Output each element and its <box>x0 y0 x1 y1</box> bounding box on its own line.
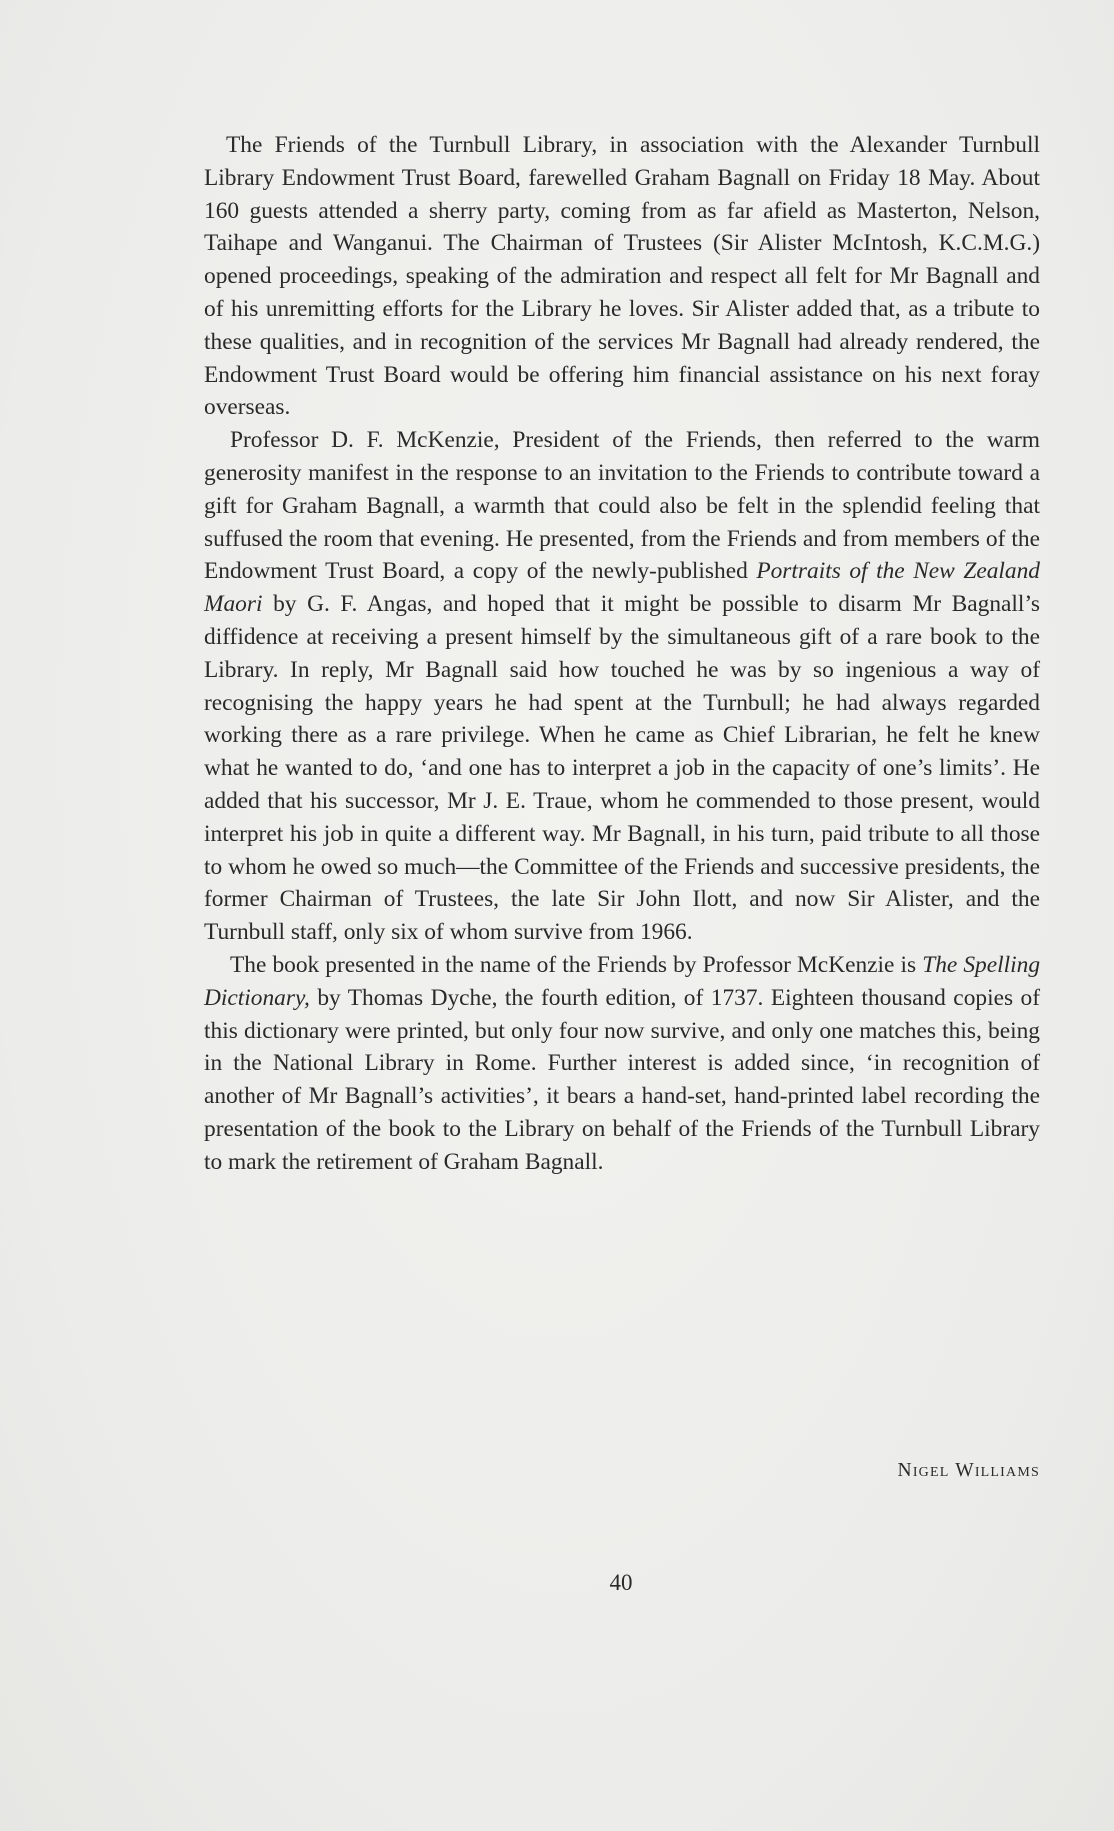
book-title: Portraits of the New Zealand Maori <box>204 558 1040 618</box>
text-run: by Thomas Dyche, the fourth edition, of 1737. Eighteen thousand copies of this dictionary were printed, but only four now survive, and only one matches this, being in the National Library in Rome. Further interest is added since, ‘in recognition of another of Mr Bagnall’s activities’, it bears a hand-set, hand-printed label recording the presentation of the book to the Library on behalf of the Friends of the Turnbull Library to mark the retirement of Graham Bagnall. <box>204 984 1040 1175</box>
article-body <box>204 129 1040 1179</box>
book-title: The Spelling Dictionary, <box>204 951 1041 1011</box>
paragraph <box>204 129 1040 424</box>
page-number: 40 <box>609 1570 633 1595</box>
text-run: by G. F. Angas, and hoped that it might be possible to disarm Mr Bagnall’s diffidence at receiving a present himself by the simultaneous gift of a rare book to the Library. In reply, Mr Bagnall said how touched he was by so ingenious a way of recognising the happy years he had spent at the Turnbull; he had always regarded working there as a rare privilege. When he came as Chief Librarian, he felt he knew what he wanted to do, ‘and one has to interpret a job in the capacity of one’s limits’. He added that his successor, Mr J. E. Traue, whom he commended to those present, would interpret his job in quite a different way. Mr Bagnall, in his turn, paid tribute to all those to whom he owed so much—the Committee of the Friends and successive presidents, the former Chairman of Trustees, the late Sir John Ilott, and now Sir Alister, and the Turnbull staff, only six of whom survive from 1966. <box>204 591 1040 946</box>
paragraph <box>204 424 1040 949</box>
text-run: Professor D. F. McKenzie, President of the Friends, then referred to the warm generosity manifest in the response to an invitation to the Friends to contribute toward a gift for Graham Bagnall, a warmth that could also be felt in the splendid feeling that suffused the room that evening. He presented, from the Friends and from members of the Endowment Trust Board, a copy of the newly-published <box>204 427 1040 585</box>
paragraph <box>204 949 1040 1179</box>
author-signature: Nigel Williams <box>897 1460 1040 1481</box>
text-run: The Friends of the Turnbull Library, in association with the Alexander Turnbull Library Endowment Trust Board, farewelled Graham Bagnall on Friday 18 May. About 160 guests attended a sherry party, coming from as far afield as Masterton, Nelson, Taihape and Wanganui. The Chairman of Trustees (Sir Alister McIntosh, K.C.M.G.) opened proceedings, speaking of the admiration and respect all felt for Mr Bagnall and of his unremitting efforts for the Library he loves. Sir Alister added that, as a tribute to these qualities, and in recognition of the services Mr Bagnall had already rendered, the Endowment Trust Board would be offering him financial assistance on his next foray overseas. <box>204 132 1040 421</box>
text-run: The book presented in the name of the Friends by Professor McKenzie is <box>230 951 923 978</box>
